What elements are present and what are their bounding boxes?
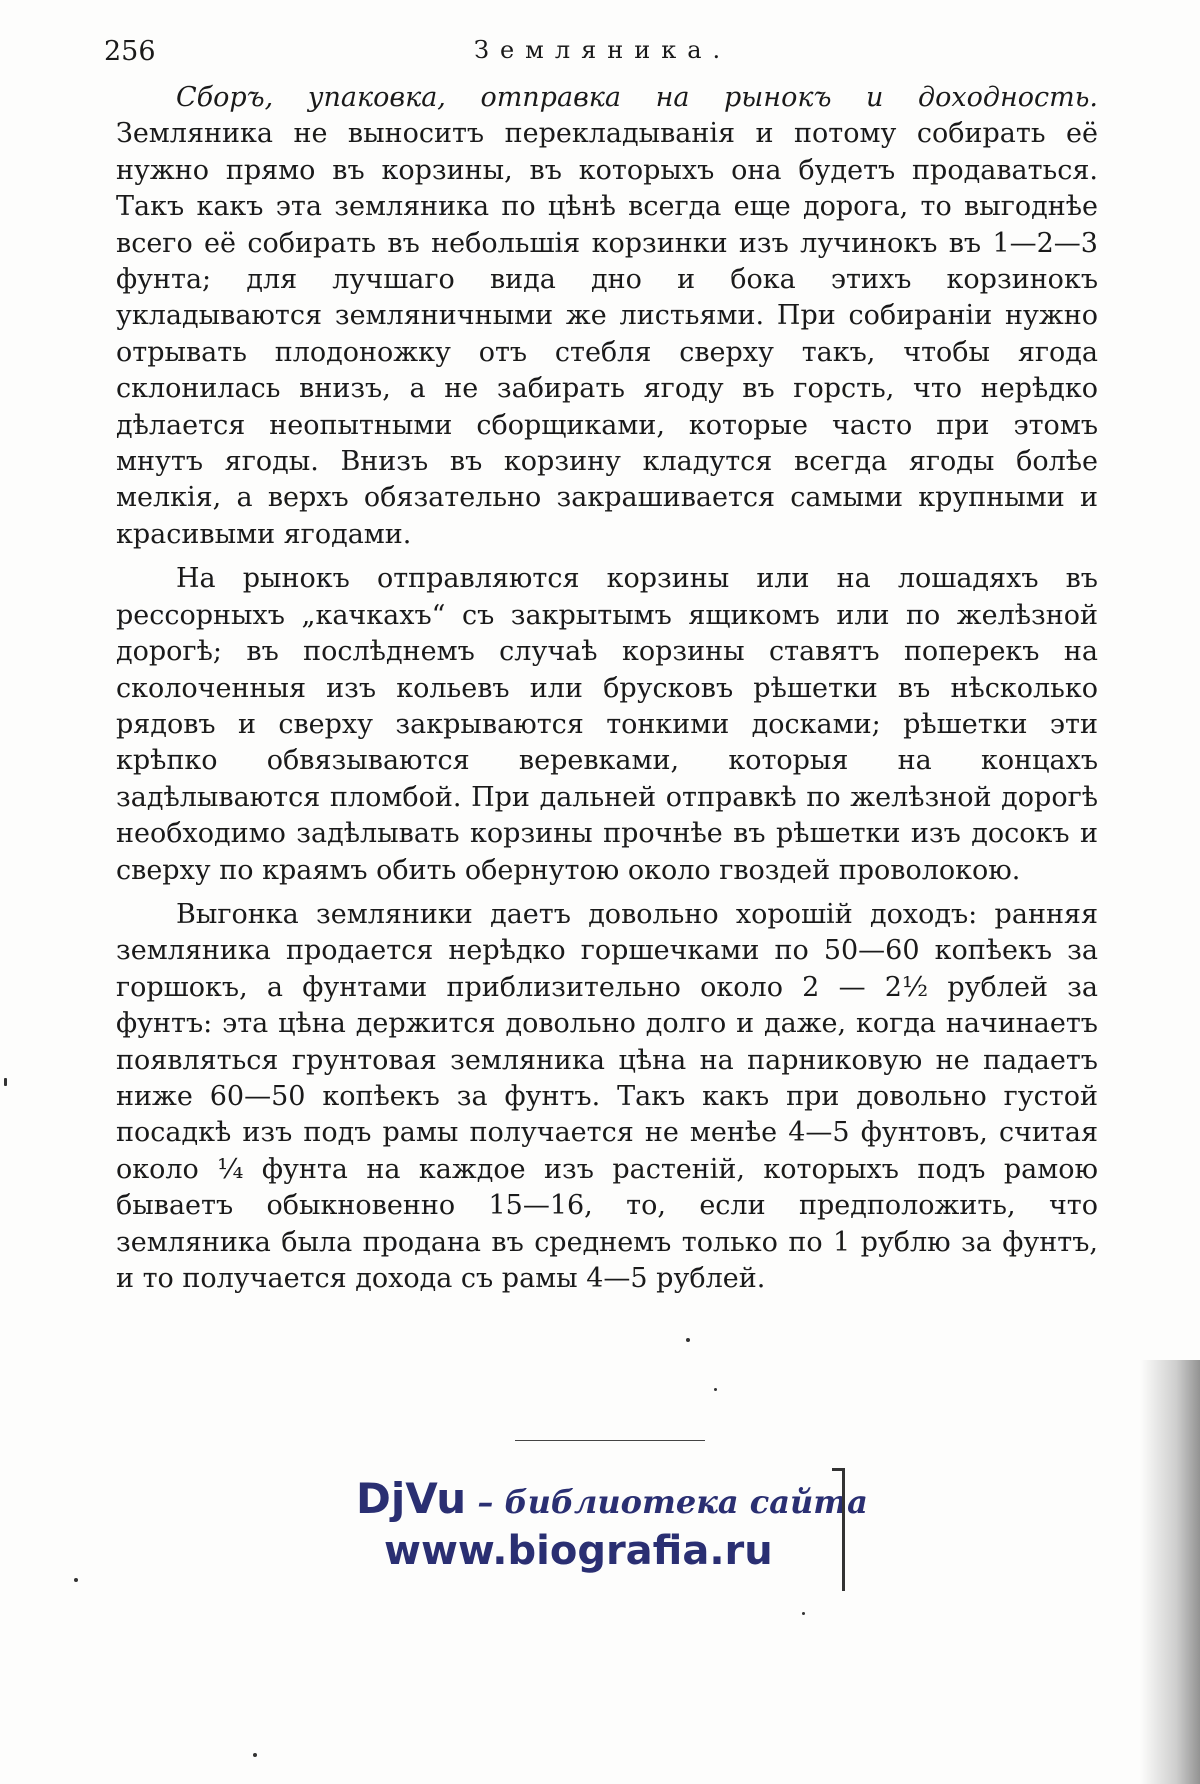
running-title: Земляника.	[474, 36, 732, 64]
page-header	[104, 36, 1098, 76]
watermark-bracket	[832, 1468, 845, 1591]
paragraph-shipping	[116, 561, 1098, 889]
scan-speck	[686, 1338, 690, 1342]
section-end-rule	[515, 1440, 705, 1441]
library-watermark	[330, 1468, 868, 1598]
scan-edge-shadow	[1140, 1360, 1200, 1784]
paragraph-harvest	[116, 80, 1098, 553]
paragraph-text: Земляника не выноситъ перекладыванія и потому собирать её нужно прямо въ корзины, въ которыхъ она будетъ продаваться. Такъ какъ эта земляника по цѣнѣ всегда еще дорога, то выгоднѣе всего её собирать въ небольшія корзинки изъ лучинокъ въ 1—2—3 фунта; для лучшаго вида дно и бока этихъ корзинокъ укладываются земляничными же листьями. При собираніи нужно отрывать плодоножку отъ стебля сверху такъ, чтобы ягода склонилась внизъ, а не забирать ягоду въ горсть, что нерѣдко дѣлается неопытными сборщиками, которые часто при этомъ мнутъ ягоды. Внизъ въ корзину кладутся всегда ягоды болѣе мелкія, а верхъ обязательно закрашивается самыми крупными и красивыми ягодами.	[116, 118, 1098, 550]
watermark-tagline: – библиотека сайта	[466, 1483, 868, 1521]
page-number: 256	[104, 36, 156, 67]
body-text	[116, 80, 1098, 1305]
scan-speck	[253, 1753, 257, 1757]
watermark-brand: DjVu	[356, 1474, 467, 1523]
paragraph-text: На рынокъ отправляются корзины или на лошадяхъ въ рессорныхъ „качкахъ“ съ закрытымъ ящикомъ или по желѣзной дорогѣ; въ послѣднемъ случаѣ корзины ставятъ поперекъ на сколоченныя изъ кольевъ или брусковъ рѣшетки въ нѣсколько рядовъ и сверху закрываются тонкими досками; рѣшетки эти крѣпко обвязываются веревками, которыя на концахъ задѣлываются пломбой. При дальней отправкѣ по желѣзной дорогѣ необходимо задѣлывать корзины прочнѣе въ рѣшетки изъ досокъ и сверху по краямъ обить обернутою около гвоздей проволокою.	[116, 563, 1098, 886]
watermark-title	[356, 1474, 868, 1523]
paragraph-income	[116, 897, 1098, 1297]
scan-speck	[4, 1078, 7, 1086]
paragraph-text: Выгонка земляники даетъ довольно хорошій доходъ: ранняя земляника продается нерѣдко горшечками по 50—60 копѣекъ за горшокъ, а фунтами приблизительно около 2 — 2½ рублей за фунтъ: эта цѣна держится довольно долго и даже, когда начинаетъ появляться грунтовая земляника цѣна на парниковую не падаетъ ниже 60—50 копѣекъ за фунтъ. Такъ какъ при довольно густой посадкѣ изъ подъ рамы получается не менѣе 4—5 фунтовъ, считая около ¼ фунта на каждое изъ растеній, которыхъ подъ рамою бываетъ обыкновенно 15—16, то, если предположить, что земляника была продана въ среднемъ только по 1 рублю за фунтъ, и то получается дохода съ рамы 4—5 рублей.	[116, 898, 1098, 1294]
scan-speck	[74, 1578, 78, 1582]
watermark-url: www.biografia.ru	[384, 1528, 773, 1574]
scan-speck	[714, 1388, 717, 1391]
paragraph-heading: Сборъ, упаковка, отправка на рынокъ и доходность.	[176, 82, 1098, 113]
scan-speck	[802, 1612, 805, 1615]
